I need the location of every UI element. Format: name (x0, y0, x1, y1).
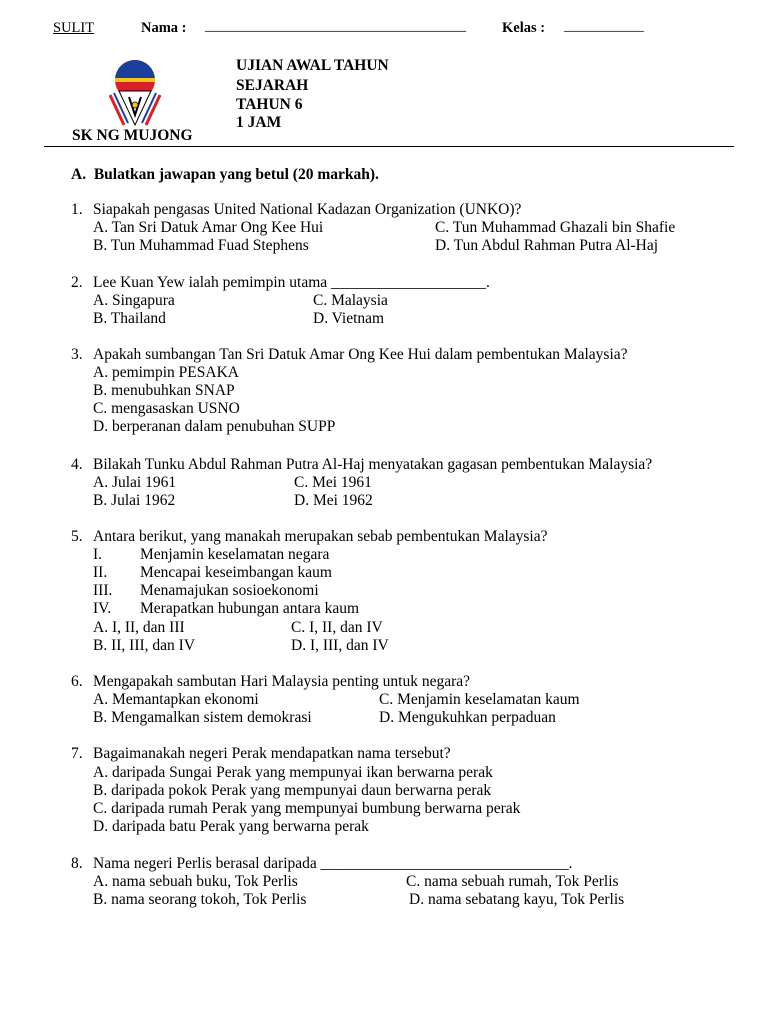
q6-option-d[interactable]: D. Mengukuhkan perpaduan (379, 709, 556, 726)
question-number: 6. (71, 673, 83, 690)
kelas-label: Kelas : (502, 20, 546, 36)
question-number: 1. (71, 201, 83, 218)
exam-title-line3: TAHUN 6 (236, 96, 303, 113)
question-number: 7. (71, 745, 83, 762)
question-1 (71, 201, 521, 219)
q5-statement (93, 600, 359, 618)
roman-numeral: III. (93, 582, 113, 599)
q5-option-d[interactable]: D. I, III, dan IV (291, 637, 389, 654)
question-text: Siapakah pengasas United National Kadazan Organization (UNKO)? (93, 201, 522, 218)
q6-option-b[interactable]: B. Mengamalkan sistem demokrasi (93, 709, 312, 726)
q4-option-c[interactable]: C. Mei 1961 (294, 474, 372, 491)
nama-blank[interactable]: ____________________________________ (205, 18, 466, 34)
statement-text: Merapatkan hubungan antara kaum (140, 600, 360, 617)
question-8 (71, 855, 573, 873)
q8-option-d[interactable]: D. nama sebatang kayu, Tok Perlis (409, 891, 625, 908)
q5-option-b[interactable]: B. II, III, dan IV (93, 637, 196, 654)
question-number: 4. (71, 456, 83, 473)
question-6 (71, 673, 470, 691)
question-number: 5. (71, 528, 83, 545)
header-divider (44, 146, 734, 147)
section-label: A. (71, 166, 87, 183)
q3-option-a[interactable]: A. pemimpin PESAKA (93, 364, 239, 381)
question-text: Apakah sumbangan Tan Sri Datuk Amar Ong Kee Hui dalam pembentukan Malaysia? (93, 346, 628, 363)
q5-statement (93, 546, 329, 564)
q5-option-a[interactable]: A. I, II, dan III (93, 619, 185, 636)
q6-option-a[interactable]: A. Memantapkan ekonomi (93, 691, 259, 708)
q3-option-c[interactable]: C. mengasaskan USNO (93, 400, 240, 417)
question-2 (71, 274, 490, 292)
q5-statement (93, 564, 332, 582)
statement-text: Menamajukan sosioekonomi (140, 582, 319, 599)
roman-numeral: IV. (93, 600, 112, 617)
q1-option-b[interactable]: B. Tun Muhammad Fuad Stephens (93, 237, 309, 254)
question-4 (71, 456, 652, 474)
question-number: 8. (71, 855, 83, 872)
q2-option-a[interactable]: A. Singapura (93, 292, 175, 309)
nama-label: Nama : (141, 20, 187, 36)
question-5 (71, 528, 548, 546)
exam-title-line4: 1 JAM (236, 114, 282, 131)
q1-option-c[interactable]: C. Tun Muhammad Ghazali bin Shafie (435, 219, 676, 236)
q4-option-b[interactable]: B. Julai 1962 (93, 492, 176, 509)
question-3 (71, 346, 628, 364)
school-logo (104, 55, 166, 127)
question-number: 2. (71, 274, 83, 291)
q7-option-c[interactable]: C. daripada rumah Perak yang mempunyai bumbung berwarna perak (93, 800, 521, 817)
question-text: Bilakah Tunku Abdul Rahman Putra Al-Haj menyatakan gagasan pembentukan Malaysia? (93, 456, 653, 473)
question-text: Antara berikut, yang manakah merupakan sebab pembentukan Malaysia? (93, 528, 548, 545)
q5-option-c[interactable]: C. I, II, dan IV (291, 619, 383, 636)
q8-option-a[interactable]: A. nama sebuah buku, Tok Perlis (93, 873, 298, 890)
exam-title-line2: SEJARAH (236, 77, 309, 94)
q2-option-c[interactable]: C. Malaysia (313, 292, 388, 309)
q8-option-b[interactable]: B. nama seorang tokoh, Tok Perlis (93, 891, 307, 908)
q8-option-c[interactable]: C. nama sebuah rumah, Tok Perlis (406, 873, 619, 890)
q1-option-a[interactable]: A. Tan Sri Datuk Amar Ong Kee Hui (93, 219, 324, 236)
question-number: 3. (71, 346, 83, 363)
q4-option-d[interactable]: D. Mei 1962 (294, 492, 373, 509)
kelas-blank[interactable]: ___________ (564, 18, 644, 34)
question-7 (71, 745, 451, 763)
q7-option-d[interactable]: D. daripada batu Perak yang berwarna perak (93, 818, 369, 835)
q3-option-d[interactable]: D. berperanan dalam penubuhan SUPP (93, 418, 336, 435)
q6-option-c[interactable]: C. Menjamin keselamatan kaum (379, 691, 580, 708)
q7-option-a[interactable]: A. daripada Sungai Perak yang mempunyai ikan berwarna perak (93, 764, 493, 781)
exam-title-line1: UJIAN AWAL TAHUN (236, 57, 389, 74)
question-text: Bagaimanakah negeri Perak mendapatkan nama tersebut? (93, 745, 451, 762)
section-instruction (71, 166, 379, 184)
q7-option-b[interactable]: B. daripada pokok Perak yang mempunyai daun berwarna perak (93, 782, 492, 799)
school-name: SK NG MUJONG (72, 127, 193, 144)
q4-option-a[interactable]: A. Julai 1961 (93, 474, 177, 491)
section-instruction-text: Bulatkan jawapan yang betul (20 markah). (93, 166, 379, 183)
roman-numeral: II. (93, 564, 108, 581)
question-text: Nama negeri Perlis berasal daripada ________________________________. (93, 855, 573, 872)
question-text: Lee Kuan Yew ialah pemimpin utama ____________________. (93, 274, 490, 291)
q3-option-b[interactable]: B. menubuhkan SNAP (93, 382, 235, 399)
q2-option-b[interactable]: B. Thailand (93, 310, 166, 327)
statement-text: Menjamin keselamatan negara (140, 546, 330, 563)
q2-option-d[interactable]: D. Vietnam (313, 310, 385, 327)
q1-option-d[interactable]: D. Tun Abdul Rahman Putra Al-Haj (435, 237, 659, 254)
q5-statement (93, 582, 319, 600)
sulit-label: SULIT (53, 20, 95, 36)
statement-text: Mencapai keseimbangan kaum (140, 564, 332, 581)
roman-numeral: I. (93, 546, 103, 563)
question-text: Mengapakah sambutan Hari Malaysia penting untuk negara? (93, 673, 471, 690)
